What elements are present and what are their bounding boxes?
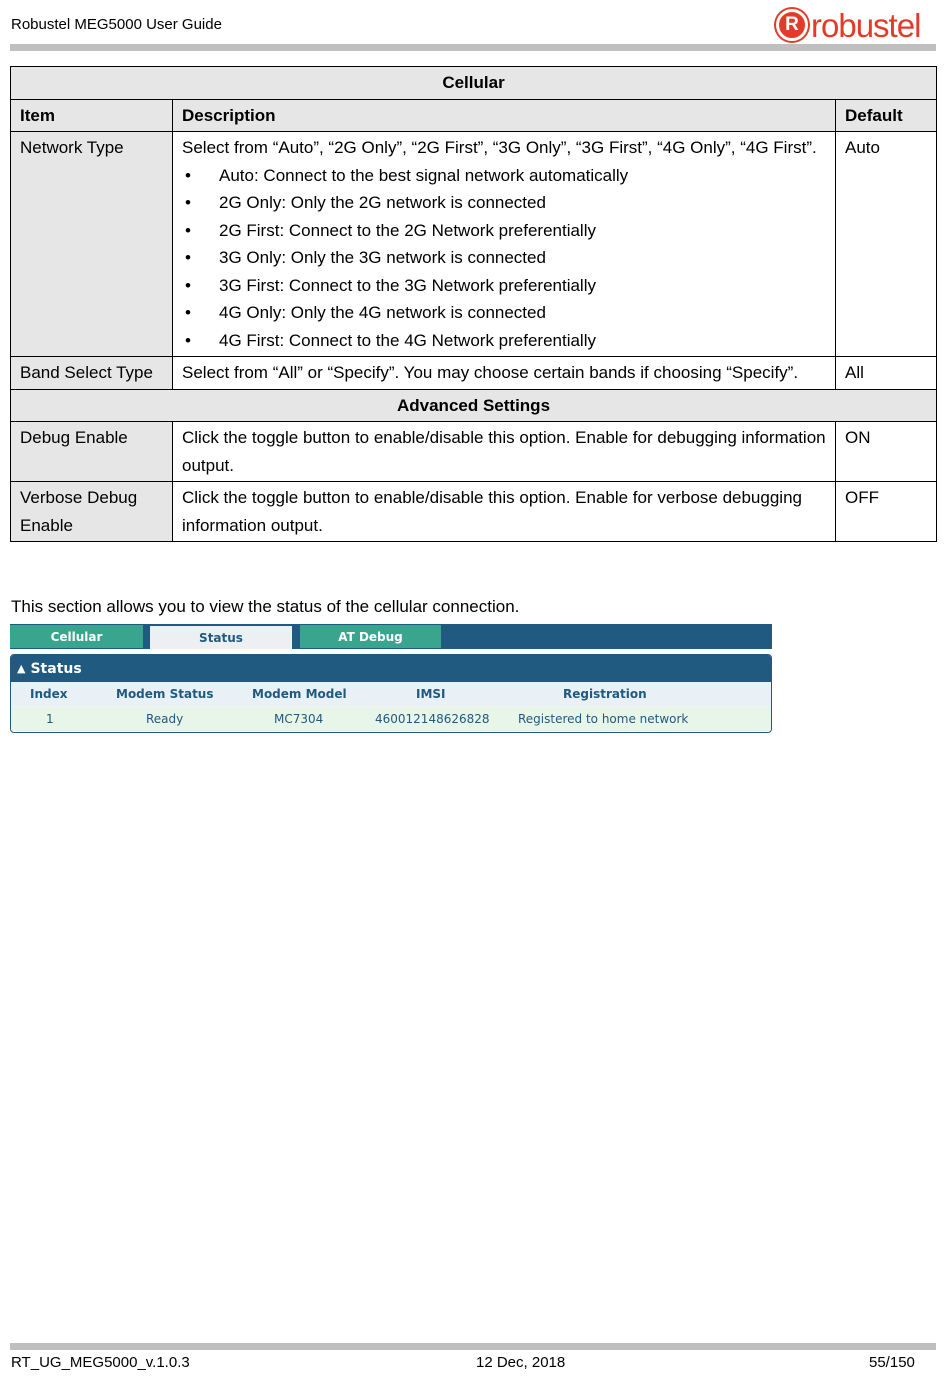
row-default-debug-enable: ON: [836, 422, 937, 482]
footer-page-number: 55/150: [869, 1354, 915, 1371]
tab-bar: [10, 624, 772, 649]
network-type-intro: Select from “Auto”, “2G Only”, “2G First”, “3G Only”, “3G First”, “4G Only”, “4G First”.: [182, 138, 817, 157]
footer-doc-id: RT_UG_MEG5000_v.1.0.3: [11, 1354, 190, 1371]
status-section-intro: This section allows you to view the status of the cellular connection.: [11, 597, 520, 616]
document-header-title: Robustel MEG5000 User Guide: [11, 16, 222, 33]
table-row: [11, 132, 937, 357]
table-row: [11, 706, 771, 731]
table-header-row: [11, 99, 937, 132]
cellular-settings-table: [10, 66, 937, 542]
table-row: [11, 357, 937, 390]
row-description-verbose-debug: Click the toggle button to enable/disable this option. Enable for verbose debugging information output.: [173, 482, 836, 542]
column-header-index: Index: [30, 687, 68, 701]
column-header-modem-status: Modem Status: [116, 687, 214, 701]
section-title-advanced: Advanced Settings: [11, 389, 937, 422]
list-item: • 4G First: Connect to the 4G Network preferentially: [182, 327, 826, 355]
row-description-band-select: Select from “All” or “Specify”. You may choose certain bands if choosing “Specify”.: [173, 357, 836, 390]
row-default-network-type: Auto: [836, 132, 937, 357]
status-panel: [10, 654, 772, 733]
logo-wordmark: robustel: [811, 6, 921, 44]
column-header-default: Default: [836, 99, 937, 132]
section-row-cellular: [11, 67, 937, 100]
row-item-verbose-debug: Verbose Debug Enable: [11, 482, 173, 542]
column-header-item: Item: [11, 99, 173, 132]
column-header-description: Description: [173, 99, 836, 132]
chevron-up-icon[interactable]: ▲: [17, 662, 26, 675]
row-description-network-type: [173, 132, 836, 357]
cell-modem-model: MC7304: [274, 712, 324, 726]
footer-date: 12 Dec, 2018: [476, 1354, 566, 1371]
table-row: [11, 482, 937, 542]
list-item: • Auto: Connect to the best signal network automatically: [182, 162, 826, 190]
cell-index: 1: [46, 712, 54, 726]
row-default-verbose-debug: OFF: [836, 482, 937, 542]
row-item-band-select: Band Select Type: [11, 357, 173, 390]
logo-badge-icon: R: [776, 9, 808, 41]
row-default-band-select: All: [836, 357, 937, 390]
network-type-options-list: [182, 162, 826, 355]
section-title-cellular: Cellular: [11, 67, 937, 100]
list-item: • 3G First: Connect to the 3G Network preferentially: [182, 272, 826, 300]
tab-cellular[interactable]: Cellular: [10, 625, 143, 648]
cell-registration: Registered to home network: [518, 712, 689, 726]
cell-imsi: 460012148626828: [375, 712, 490, 726]
status-table-header: [11, 682, 771, 706]
column-header-imsi: IMSI: [416, 687, 446, 701]
list-item: • 2G First: Connect to the 2G Network preferentially: [182, 217, 826, 245]
row-description-debug-enable: Click the toggle button to enable/disable this option. Enable for debugging information output.: [173, 422, 836, 482]
row-item-debug-enable: Debug Enable: [11, 422, 173, 482]
header-rule: [10, 44, 936, 51]
row-item-network-type: Network Type: [11, 132, 173, 357]
robustel-logo: [776, 6, 920, 44]
table-row: [11, 422, 937, 482]
tab-status[interactable]: Status: [150, 626, 292, 649]
tab-at-debug[interactable]: AT Debug: [300, 625, 441, 648]
list-item: • 2G Only: Only the 2G network is connected: [182, 189, 826, 217]
cell-modem-status: Ready: [146, 712, 184, 726]
list-item: • 3G Only: Only the 3G network is connected: [182, 244, 826, 272]
section-row-advanced: [11, 389, 937, 422]
list-item: • 4G Only: Only the 4G network is connected: [182, 299, 826, 327]
status-panel-header[interactable]: [11, 655, 771, 682]
footer-rule: [10, 1343, 936, 1350]
status-panel-title: Status: [30, 660, 82, 677]
column-header-modem-model: Modem Model: [252, 687, 347, 701]
column-header-registration: Registration: [563, 687, 647, 701]
router-status-ui: [10, 624, 772, 734]
